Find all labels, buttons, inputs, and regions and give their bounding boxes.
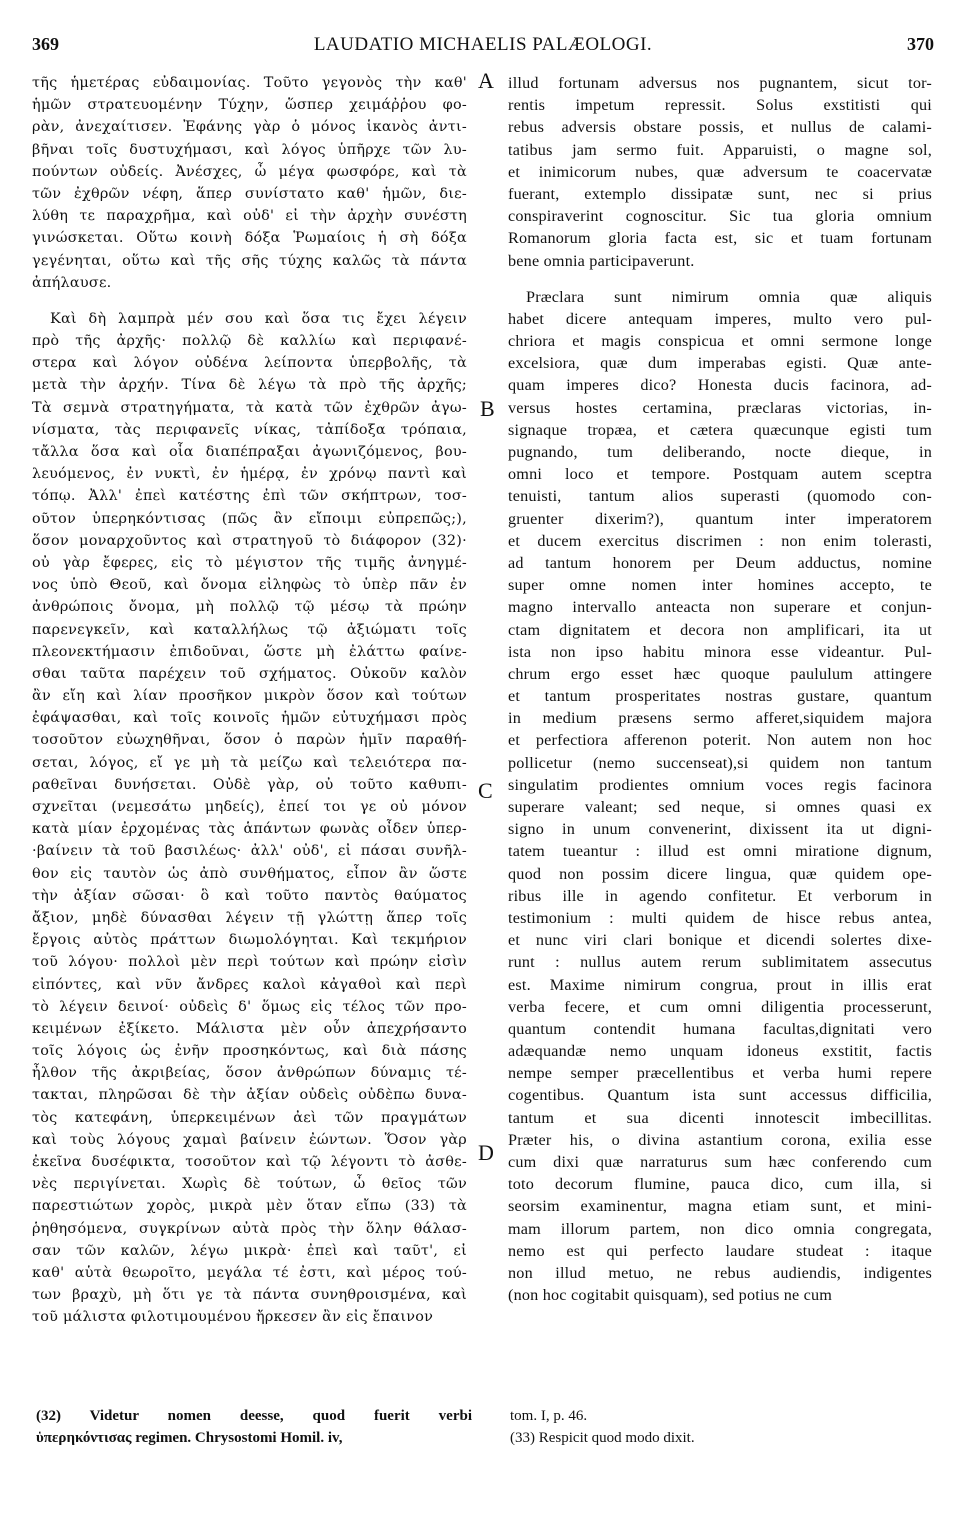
greek-text-line: νὲς περιγίνεται. Χωρὶς δὲ τούτων, ὦ θεῖος τῶν [32,1176,467,1193]
greek-text-line: ἄξιον, μηδὲ δύνασθαι λέγειν τῇ γλώττῃ ἅπερ τοῖς [32,909,467,926]
running-header [32,24,934,64]
latin-text-line: runt : nullus autem rerum sublimitatem assecutus [508,953,932,972]
latin-text-line: est. Maxime nimirum congrua, prout in illis erat [508,975,932,994]
latin-text-line: testimonium : multi quidem de hisce rebus antea, [508,908,932,927]
latin-text-line: signaque tropæa, et cætera quæcunque egisti tum [508,420,932,439]
latin-text-line: chrum ergo esset hæc quoque paululum attingere [508,664,932,683]
latin-text-line: conspiraverint cognoscitur. Sic tua gloria omnium [508,207,932,226]
latin-text-line: pugnando, tum deliberando, nocte dieque, in [508,443,932,461]
latin-text-line: in medium præsens sermo afferet,siquidem majora [508,709,932,728]
greek-text-line: Καὶ δὴ λαμπρὰ μέν σου καὶ ὅσα τις ἔχει λέγειν [50,310,467,327]
greek-text-line: ἡμῶν στρατευομένην Τύχην, ὥσπερ χειμάῤῥου φο- [32,97,467,114]
latin-text-line: Præclara sunt nimirum omnia quæ aliquis [526,287,932,306]
latin-text-line: et tantum prosperitates nostras gustare, quantum [508,687,932,706]
greek-text-line: ῥηθησόμενα, συγκρίνων αὐτὰ πρὸς τὴν ὅλην θάλασ- [32,1220,467,1237]
latin-text-line: magno intervallo anteacta non superare et conjun- [508,598,932,617]
greek-text-line: των βραχὺ, μὴ ὅτι γε τὰ πάντα συνηθροισμένα, καὶ [32,1287,467,1304]
latin-text-line: tantum et sua dicenti innotescit imbecillitas. [508,1108,932,1127]
latin-text-line: tenuisti, tantum alios superasti (quomodo con- [508,487,932,506]
greek-text-line: ρὰν, ἀνεχαίτισεν. Ἐφάνης γὰρ ὁ μόνος ἱκανὸς ἀντι- [32,119,467,136]
footnote-line: ὑπερηκόντισας regimen. Chrysostomi Homil. iv, [36,1430,343,1447]
greek-text-line: πλεονεκτήμασιν ἐπιδοῦναι, ὥστε μὴ ἐλάττω φαίνε- [32,643,467,660]
latin-text-line: Præter his, o divina astantium corona, exilia esse [508,1130,932,1149]
latin-text-line: cum dixi quæ narraturus sum hæc conferendo cum [508,1153,932,1171]
greek-text-line: τῶν ἐχθρῶν νέφη, ἅπερ συνίστατο καθ' ἡμῶν, διε- [32,185,467,202]
greek-text-line: νίσματα, τὰς περιφανεῖς νίκας, τἀπίδοξα τρόπαια, [32,421,467,438]
greek-text-line: ἀπήλαυσε. [32,274,112,291]
greek-text-line: ἔργοις αὐτὸς πράττων διωμολόγηται. Καὶ τεκμήριον [32,932,467,949]
greek-text-line: οῦτον ὑπερηκόντισας (πῶς ἂν εἴποιμι εὐπρεπῶς;), [32,510,467,527]
greek-text-line: παρενεγκεῖν, καὶ καταλλήλως τῷ ἀξιώματι τοῖς [32,621,467,638]
latin-text-line: adæquandæ nemo unquam idoneus exstitit, factis [508,1042,932,1061]
greek-text-line: πούντων οὐδείς. Ἀνέσχες, ὦ μέγα φωσφόρε, καὶ τὰ [32,163,467,180]
latin-text-line: cogentibus. Quantum ista sunt accessus difficilia, [508,1086,932,1105]
greek-text-line: παρεστιώτων χορὸς, μικρὰ μὲν ὅταν εἴπω (33) τὰ [32,1198,467,1215]
greek-text-line: οὐ γὰρ ἔφερες, εἰς τὸ μέγιστον τῆς τιμῆς ἀνηγμέ- [32,554,467,571]
latin-text-line: verba fecere, et cum omni diligentia processerunt, [508,997,932,1016]
greek-text-line: μετὰ τὴν ἀρχήν. Τίνα δὲ λέγω τὰ πρὸ τῆς ἀρχῆς; [32,377,467,394]
greek-text-line: ὅσον μοναρχοῦντος καὶ στρατηγοῦ τὸ διάφορον (32)· [32,532,467,549]
latin-text-line: nemo est qui perfecto laudare studeat : itaque [508,1241,932,1260]
latin-text-line: tatem tueantur : illud est omni miratione dignum, [508,842,932,861]
greek-text-line: σαν τῶν καλῶν, λέγω μικρὰ· ἐπεὶ καὶ ταῦτ', εἰ [32,1242,467,1259]
latin-text-line: toto decorum flumine, pauca dico, cum illa, si [508,1175,932,1194]
latin-text-line: Romanorum gloria facta est, sic et tuam fortunam [508,229,932,248]
greek-text-line: σθαι ταῦτα παρέχειν τοῦ σχήματος. Οὐκοῦν καλὸν [32,665,467,682]
latin-text-line: (non hoc cogitabit quisquam), sed potius ne cum [508,1286,833,1305]
greek-text-line: τἄλλα ὅσα καὶ οἷα διαπέπραξαι ἀγωνιζόμενος, βου- [32,444,467,460]
latin-text-line: seorsim examinentur, magna etiam sunt, et mini- [508,1197,932,1216]
footnote-line: (33) Respicit quod modo dixit. [510,1430,695,1447]
latin-text-line: ctam dignitatem et decora non amplificari, ita ut [508,620,932,639]
footnote-right [510,1405,930,1449]
greek-text-line: κατὰ μίαν ἐρχομένας τὰς ἁπάντων φωνὰς οἶδεν ὑπερ- [32,821,467,838]
greek-text-line: ἐκεῖνα δυσέφικτα, τοσοῦτον καὶ τῷ λέγοντι τὸ ἀσθε- [32,1154,467,1170]
latin-text-line: et perfectiora afferenon poterit. Non autem non hoc [508,731,932,750]
latin-text-line: et inimicorum nubes, quæ adversum te coacervatæ [508,162,932,181]
latin-text-line: omni loco et tempore. Postquam autem sceptra [508,465,932,484]
page-number-right: 370 [907,34,934,54]
greek-text-line: εἰπόντες, καὶ νῦν ἄνδρες καλοὶ κἀγαθοὶ καὶ περὶ [32,976,467,993]
greek-text-line: γινώσκεται. Οὕτω κοινὴ δόξα Ῥωμαίοις ἡ σὴ δόξα [32,230,467,247]
latin-text-line: illud fortunam adversus nos pugnantem, sicut tor- [508,74,932,92]
latin-text-line: tatibus jam sermo fuit. Apparuisti, o magne sol, [508,140,932,159]
greek-text-line: ραθεῖναι δυνήσεται. Οὐδὲ γὰρ, οὐ τοῦτο καθυπι- [32,776,467,793]
greek-text-line: πρὸ τῆς ἀρχῆς· πολλῷ δὲ καλλίω καὶ περιφανέ- [32,333,467,350]
greek-text-line: θον εἰς ταυτὸν ὡς ἀπὸ συνθήματος, εἶπον ἂν ὥστε [32,865,467,882]
latin-text-line: signo in unum convenerint, dixissent ita ut digni- [508,820,932,839]
greek-text-line: τὸς κατεφάνη, ὑπερκειμένων ἀεὶ τῶν πραγμάτων [32,1109,467,1126]
greek-text-line: τῆς ἡμετέρας εὐδαιμονίας. Τοῦτο γεγονὸς τὴν καθ' [32,75,467,91]
greek-text-line: βῆναι τοῖς δυστυχήμασι, καὶ λόγος ὑπῆρχε τῶν λυ- [32,141,467,158]
latin-text-line: ad tantum honorem per Deum adductus, nomine [508,553,932,572]
latin-column [508,72,932,1306]
footnote-left [36,1405,472,1449]
greek-text-line: καθ' αὑτὰ θεωροῖτο, μεγάλα τέ ἐστι, καὶ μέρος τού- [32,1264,467,1281]
greek-text-line: σχνεῖται (νεμεσάτω μηδείς), ἐπεί τοι γε οὐ μόνον [32,799,467,815]
latin-text-line: nempe semper præcellentibus et verba humi repere [508,1064,932,1083]
latin-text-line: quam imperes dico? Honesta ducis facinora, ad- [508,376,932,395]
greek-text-line: νος ὑπὸ Θεοῦ, καὶ ὄνομα εἰληφὼς τὸ ὑπὲρ πᾶν ἐν [32,577,467,594]
latin-text-line: singulatim prodientes omnium voces regis facinora [508,775,932,794]
running-title: LAUDATIO MICHAELIS PALÆOLOGI. [313,34,653,55]
latin-text-line: quantum contendit humana facultas,dignitati vero [508,1019,932,1038]
greek-text-line: ἂν εἴη καὶ λίαν προσῆκον μικρὸν ὅσον καὶ τούτων [32,688,467,705]
page-number-left: 369 [32,34,59,54]
greek-text-line: τακται, πληρῶσαι δὲ τὴν ἀξίαν οὐδεὶς οὐδὲπω δυνα- [32,1087,467,1104]
footnote-line: tom. I, p. 46. [510,1408,588,1424]
greek-text-line: ἦλθον τῆς ἀκριβείας, ὅσον ἀνθρώπων δύναμις τέ- [32,1065,467,1082]
margin-letter-c: C [478,778,493,803]
greek-text-line: λευόμενος, ἐν νυκτὶ, ἐν ἡμέρᾳ, ἐν χρόνῳ παντὶ καὶ [32,466,467,483]
greek-text-line: κειμένων ἐξίκετο. Μάλιστα μὲν οὖν ἀπεχρήσαντο [32,1020,467,1037]
margin-letter-b: B [480,396,495,421]
margin-letter-d: D [478,1140,494,1165]
latin-text-line: gruenter dixerim?), quantum inter imperatorem [508,509,932,528]
greek-text-line: ἀνθρώποις ὄνομα, μὴ πολλῷ τῷ μέσῳ τὰ πρώην [32,599,467,616]
greek-text-line: τοῖς λόγοις ὡς ἐνῆν προσηκόντως, καὶ διὰ πάσης [32,1043,467,1060]
greek-text-line: σεται, λόγος, εἴ γε μὴ τὰ μείζω καὶ τελειότερα πα- [32,754,467,771]
greek-text-line: καὶ τοὺς λόγους χαμαὶ βαίνειν ἐώντων. Ὅσον γὰρ [32,1131,467,1148]
latin-text-line: mam illorum partem, non dico omnia congregata, [508,1219,932,1238]
greek-text-line: τοῦ λόγου· πολλοὶ μὲν περὶ τούτων καὶ πρώην εἰσὶν [32,954,467,971]
latin-text-line: versus hostes certamina, præclaras victorias, in- [508,398,932,417]
latin-text-line: bene omnia participaverunt. [508,251,695,270]
greek-text-line: Τὰ σεμνὰ στρατηγήματα, τὰ κατὰ τῶν ἐχθρῶν ἀγω- [32,399,467,416]
greek-text-line: ·βαίνειν τὰ τοῦ βασιλέως· ἀλλ' οὐδ', εἰ πάσαι συνῆλ- [32,843,467,860]
greek-text-line: τὸ λέγειν δεινοί· οὐδεὶς δ' ὅμως εἰς τέλος τῶν προ- [32,998,467,1015]
latin-text-line: fuerant, extemplo dissipatæ sunt, nec si prius [508,184,932,203]
greek-text-line: ἐφάψασθαι, καὶ τοῖς κοινοῖς ἡμῶν εὐτυχήμασι πρὸς [32,710,467,727]
latin-text-line: rentis impetum repressit. Solus exstitisti qui [508,96,932,115]
latin-text-line: excelsiora, quæ dum imperabas egisti. Quæ ante- [508,354,932,373]
latin-text-line: pollicetur (nemo succenseat),si quidem non tantum [508,753,932,772]
latin-text-line: et nunc viri clari bonique et dicendi solertes dixe- [508,931,932,950]
greek-text-line: τοῦ μάλιστα φιλοτιμουμένου ἤρκεσεν ἂν εἰς ἔπαινον [32,1309,434,1326]
footnote-line: (32) Videtur nomen deesse, quod fuerit verbi [36,1408,472,1424]
greek-text-line: γεγένηται, οὕτω καὶ τῆς σῆς τύχης καλῶς τὰ πάντα [32,252,467,269]
latin-text-line: chriora et magis conspicua et omni sermone longe [508,332,932,351]
latin-text-line: super omne nomen inter homines accepto, te [508,576,932,595]
greek-text-line: τὴν ἀξίαν σῶσαι· ὃ καὶ τοῦτο παντὸς θαύματος [32,887,467,904]
greek-text-line: τοσοῦτον εὐωχηθῆναι, ὅσον ὁ παρὼν ἡμῖν παραθή- [32,732,467,749]
greek-column [32,72,467,1329]
latin-text-line: habet dicere antequam imperes, multo vero pul- [508,309,932,328]
greek-text-line: τόπῳ. Ἀλλ' ἐπεὶ κατέστης ἐπὶ τῶν σκήπτρων, τοσ- [32,488,467,505]
latin-text-line: et ducem exercitus discrimen : non enim tolerasti, [508,531,932,550]
latin-text-line: ribus ille in agendo confitetur. Et verborum in [508,886,932,905]
latin-text-line: non illud metuo, ne rebus audiendis, indigentes [508,1263,932,1282]
latin-text-line: superare valeant; sed neque, si omnes quasi ex [508,798,932,816]
latin-text-line: ista non ipso habitu minora esse videantur. Pul- [508,642,932,661]
greek-text-line: λύθη τε παραχρῆμα, καὶ οὐδ' εἰ τὴν ἀρχὴν συνέστη [32,208,467,225]
latin-text-line: rebus adversis obstare possis, et nullus de calami- [508,118,932,137]
latin-text-line: quod non possim dicere lingua, quæ quidem ope- [508,864,932,883]
greek-text-line: στερα καὶ λόγον οὐδένα λείποντα ὑπερβολῆς, τὰ [32,355,467,372]
margin-letter-a: A [478,68,494,93]
